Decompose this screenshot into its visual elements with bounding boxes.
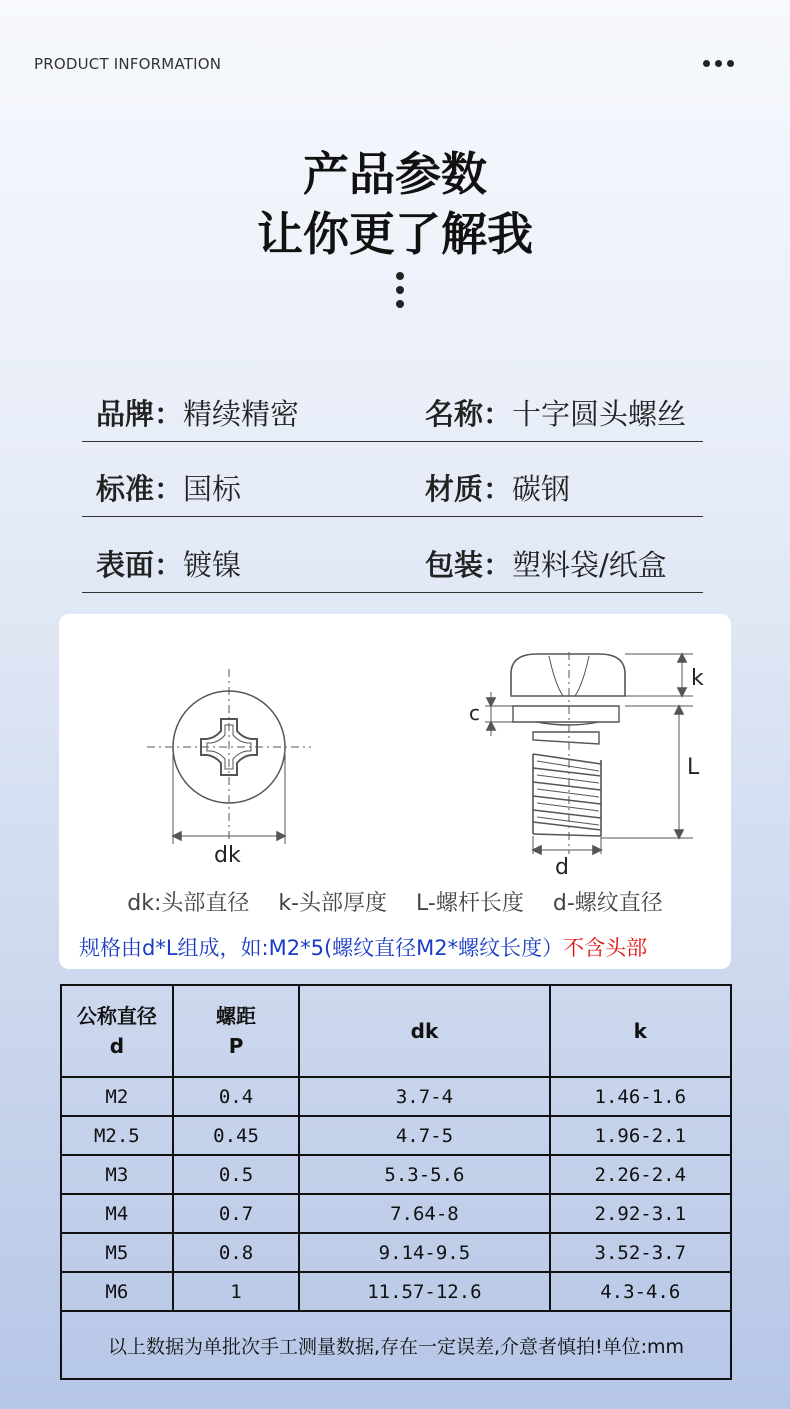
info-packaging: 包装：塑料袋/纸盒 bbox=[425, 548, 667, 582]
header-k: k bbox=[550, 985, 731, 1077]
table-header-row bbox=[61, 985, 731, 1077]
info-row-3 bbox=[82, 543, 703, 593]
legend-k: k-头部厚度 bbox=[278, 891, 388, 916]
label-c: c bbox=[469, 701, 480, 725]
screw-diagram bbox=[59, 614, 731, 879]
info-row-1 bbox=[82, 392, 703, 442]
table-note-row bbox=[61, 1311, 731, 1379]
legend-dk: dk:头部直径 bbox=[127, 891, 250, 916]
header-nominal-diameter: 公称直径 d bbox=[61, 985, 173, 1077]
label-dk: dk bbox=[214, 843, 241, 868]
table-row: M6 1 11.57-12.6 4.3-4.6 bbox=[61, 1272, 731, 1311]
screw-side-view-icon bbox=[485, 652, 693, 854]
header-dk: dk bbox=[299, 985, 549, 1077]
info-row-2 bbox=[82, 467, 703, 517]
info-surface: 表面：镀镍 bbox=[96, 548, 242, 582]
table-note: 以上数据为单批次手工测量数据,存在一定误差,介意者慎拍!单位:mm bbox=[61, 1311, 731, 1379]
hero-title-line2: 让你更了解我 bbox=[257, 207, 533, 261]
legend-d: d-螺纹直径 bbox=[552, 891, 663, 916]
spec-note-warning: 不含头部 bbox=[563, 936, 648, 960]
label-L: L bbox=[687, 755, 700, 780]
info-brand: 品牌：精续精密 bbox=[96, 397, 300, 431]
vertical-dots-icon bbox=[396, 272, 404, 308]
hero-title-line1: 产品参数 bbox=[303, 147, 487, 201]
table-row: M2 0.4 3.7-4 1.46-1.6 bbox=[61, 1077, 731, 1116]
spec-note bbox=[79, 932, 647, 962]
diagram-legend bbox=[59, 886, 731, 917]
table-row: M2.5 0.45 4.7-5 1.96-2.1 bbox=[61, 1116, 731, 1155]
product-info-label: PRODUCT INFORMATION bbox=[34, 55, 222, 73]
spec-note-main: 规格由d*L组成，如:M2*5(螺纹直径M2*螺纹长度） bbox=[79, 936, 564, 960]
label-k: k bbox=[691, 666, 704, 691]
info-name: 名称：十字圆头螺丝 bbox=[425, 397, 687, 431]
legend-L: L-螺杆长度 bbox=[416, 891, 524, 916]
spec-table bbox=[60, 984, 732, 1380]
table-row: M4 0.7 7.64-8 2.92-3.1 bbox=[61, 1194, 731, 1233]
table-row: M5 0.8 9.14-9.5 3.52-3.7 bbox=[61, 1233, 731, 1272]
label-d: d bbox=[555, 855, 569, 879]
info-standard: 标准：国标 bbox=[96, 472, 242, 506]
header-pitch: 螺距 P bbox=[173, 985, 300, 1077]
more-menu-icon[interactable] bbox=[703, 60, 734, 67]
diagram-card bbox=[59, 614, 731, 969]
screw-top-view-icon bbox=[147, 669, 311, 844]
table-row: M3 0.5 5.3-5.6 2.26-2.4 bbox=[61, 1155, 731, 1194]
info-material: 材质：碳钢 bbox=[425, 472, 571, 506]
